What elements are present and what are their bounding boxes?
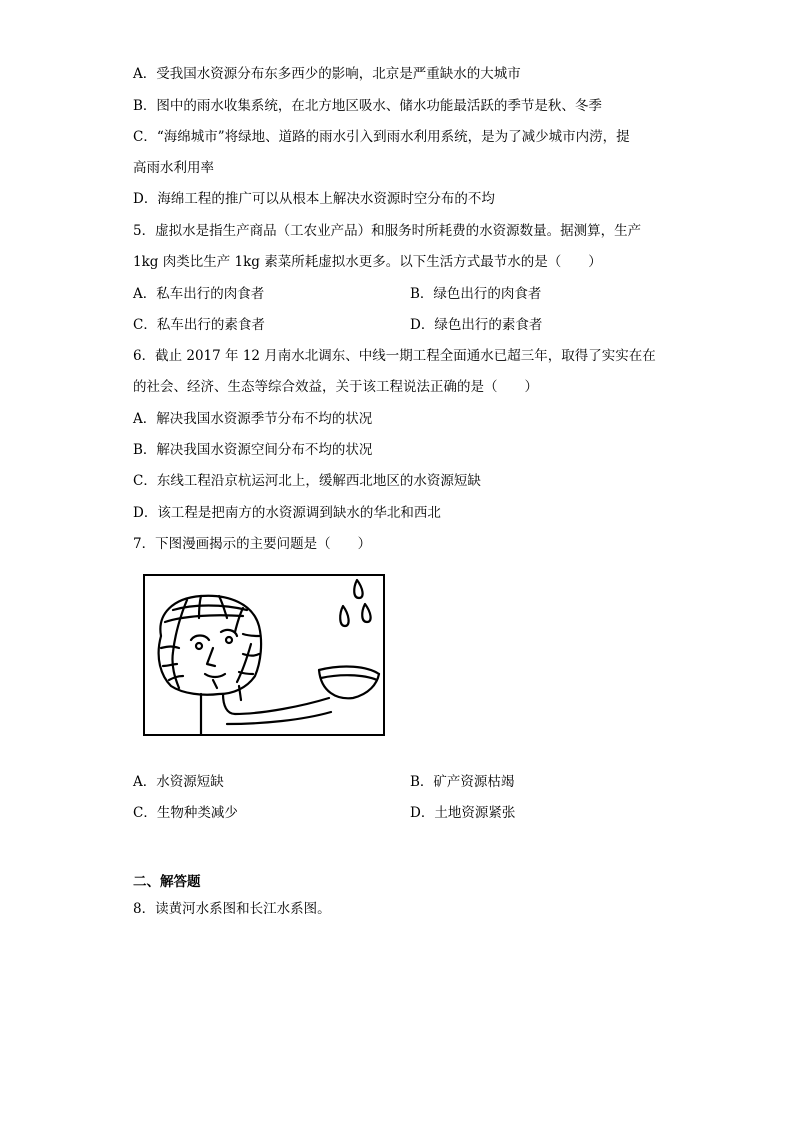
section-heading: 二、解答题 — [133, 874, 201, 890]
q7-stem: 7．下图漫画揭示的主要问题是（ ） — [133, 536, 372, 552]
q7-option-b: B．矿产资源枯竭 — [410, 774, 515, 790]
q4-option-b: B．图中的雨水收集系统，在北方地区吸水、储水功能最活跃的季节是秋、冬季 — [133, 98, 602, 114]
q6-stem-line1: 6．截止 2017 年 12 月南水北调东、中线一期工程全面通水已超三年，取得了实实在在 — [133, 348, 656, 364]
q7-option-c: C．生物种类减少 — [133, 805, 238, 821]
q8-stem: 8．读黄河水系图和长江水系图。 — [133, 901, 331, 917]
q5-stem-line1: 5．虚拟水是指生产商品（工农业产品）和服务时所耗费的水资源数量。据测算，生产 — [133, 223, 642, 239]
q6-option-d: D．该工程是把南方的水资源调到缺水的华北和西北 — [133, 505, 441, 521]
q4-option-d: D．海绵工程的推广可以从根本上解决水资源时空分布的不均 — [133, 191, 495, 207]
q5-option-a: A．私车出行的肉食者 — [133, 286, 265, 302]
q7-option-a: A．水资源短缺 — [133, 774, 224, 790]
q4-option-c-line1: C．“海绵城市”将绿地、道路的雨水引入到雨水利用系统，是为了减少城市内涝，提 — [133, 129, 630, 145]
q7-option-d: D．土地资源紧张 — [410, 805, 516, 821]
q4-option-c-line2: 高雨水利用率 — [133, 160, 214, 176]
q6-option-a: A．解决我国水资源季节分布不均的状况 — [133, 411, 373, 427]
q6-stem-line2: 的社会、经济、生态等综合效益，关于该工程说法正确的是（ ） — [133, 379, 538, 395]
q6-option-c: C．东线工程沿京杭运河北上，缓解西北地区的水资源短缺 — [133, 473, 481, 489]
q5-stem-line2: 1kg 肉类比生产 1kg 素菜所耗虚拟水更多。以下生活方式最节水的是（ ） — [133, 254, 602, 270]
q5-option-c: C．私车出行的素食者 — [133, 317, 265, 333]
q5-option-d: D．绿色出行的素食者 — [410, 317, 543, 333]
q5-option-b: B．绿色出行的肉食者 — [410, 286, 542, 302]
q4-option-a: A．受我国水资源分布东多西少的影响，北京是严重缺水的大城市 — [133, 66, 521, 82]
comic-illustration — [143, 574, 385, 736]
q6-option-b: B．解决我国水资源空间分布不均的状况 — [133, 442, 373, 458]
